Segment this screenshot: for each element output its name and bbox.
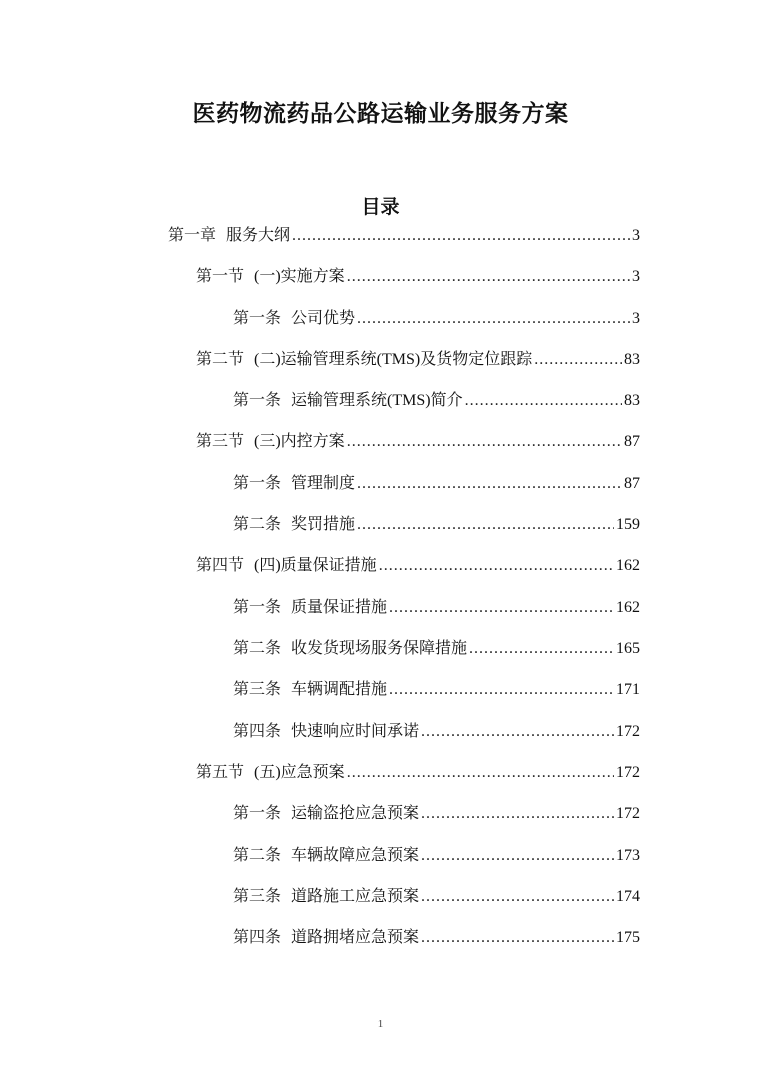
dot-leader [421, 888, 614, 906]
toc-entry-label: 快速响应时间承诺 [291, 723, 420, 740]
toc-entry-page: 159 [616, 516, 640, 533]
toc-entry-prefix: 第二条 [233, 516, 282, 533]
page-number: 1 [377, 1018, 384, 1030]
toc-entry[interactable] [233, 924, 640, 947]
toc-entry-page: 87 [624, 433, 640, 450]
toc-entry[interactable] [196, 428, 640, 451]
toc-entry[interactable] [196, 552, 640, 575]
dot-leader [421, 929, 614, 947]
toc-entry-page: 175 [616, 929, 640, 946]
toc-entry-page: 173 [616, 847, 640, 864]
toc-entry-page: 3 [632, 227, 640, 244]
toc-entry[interactable] [233, 842, 640, 865]
toc-heading: 目录 [361, 196, 400, 218]
toc-entry-label: 车辆故障应急预案 [291, 847, 420, 864]
toc-entry-page: 172 [616, 764, 640, 781]
toc-entry-label: (四)质量保证措施 [254, 557, 377, 574]
dot-leader [389, 599, 614, 617]
toc-entry-page: 174 [616, 888, 640, 905]
dot-leader [347, 764, 614, 782]
toc-entry-label: (三)内控方案 [254, 433, 345, 450]
toc-entry[interactable] [233, 594, 640, 617]
toc-entry-page: 172 [616, 723, 640, 740]
dot-leader [469, 640, 614, 658]
toc-entry[interactable] [233, 883, 640, 906]
dot-leader [534, 351, 622, 369]
toc-entry-prefix: 第四条 [233, 723, 282, 740]
dot-leader [347, 433, 622, 451]
toc-entry-label: (二)运输管理系统(TMS)及货物定位跟踪 [254, 351, 533, 368]
dot-leader [357, 310, 630, 328]
toc-entry-page: 3 [632, 310, 640, 327]
dot-leader [379, 557, 614, 575]
toc-entry-prefix: 第一条 [233, 392, 282, 409]
toc-entry[interactable] [233, 635, 640, 658]
toc-entry-prefix: 第三条 [233, 681, 282, 698]
toc-entry[interactable] [233, 387, 640, 410]
dot-leader [357, 475, 622, 493]
toc-entry-prefix: 第三条 [233, 888, 282, 905]
toc-entry[interactable] [233, 305, 640, 328]
toc-entry[interactable] [233, 470, 640, 493]
toc-entry-prefix: 第一条 [233, 475, 282, 492]
document-title: 医药物流药品公路运输业务服务方案 [192, 101, 569, 127]
toc-entry-label: 车辆调配措施 [291, 681, 388, 698]
toc-entry[interactable] [196, 346, 640, 369]
toc-entry-page: 3 [632, 268, 640, 285]
toc-entry[interactable] [233, 511, 640, 534]
dot-leader [357, 516, 614, 534]
toc-entry-label: 管理制度 [291, 475, 356, 492]
toc-entry[interactable] [196, 759, 640, 782]
toc-entry[interactable] [233, 718, 640, 741]
toc-entry-page: 165 [616, 640, 640, 657]
toc-entry-prefix: 第一条 [233, 599, 282, 616]
dot-leader [421, 805, 614, 823]
toc-entry-prefix: 第五节 [196, 764, 245, 781]
toc-entry-prefix: 第二条 [233, 640, 282, 657]
toc-entry-label: 运输盗抢应急预案 [291, 805, 420, 822]
toc-entry[interactable] [168, 222, 640, 245]
toc-entry-label: 奖罚措施 [291, 516, 356, 533]
toc-entry-page: 171 [616, 681, 640, 698]
toc-entry-prefix: 第一条 [233, 805, 282, 822]
toc-entry-prefix: 第四条 [233, 929, 282, 946]
toc-entry-page: 87 [624, 475, 640, 492]
dot-leader [421, 723, 614, 741]
dot-leader [347, 268, 630, 286]
toc-entry-prefix: 第三节 [196, 433, 245, 450]
toc-entry[interactable] [196, 263, 640, 286]
dot-leader [292, 227, 630, 245]
toc-entry-page: 162 [616, 599, 640, 616]
dot-leader [421, 847, 614, 865]
toc-entry-page: 172 [616, 805, 640, 822]
toc-entry-page: 162 [616, 557, 640, 574]
toc-entry-label: 质量保证措施 [291, 599, 388, 616]
toc-entry[interactable] [233, 800, 640, 823]
toc-entry-label: 运输管理系统(TMS)简介 [291, 392, 463, 409]
dot-leader [465, 392, 622, 410]
toc-entry-label: (一)实施方案 [254, 268, 345, 285]
toc-entry-label: 道路拥堵应急预案 [291, 929, 420, 946]
toc-entry-page: 83 [624, 351, 640, 368]
toc-entry-prefix: 第二节 [196, 351, 245, 368]
toc-entry-label: 收发货现场服务保障措施 [291, 640, 468, 657]
toc-entry[interactable] [233, 676, 640, 699]
toc-entry-prefix: 第一节 [196, 268, 245, 285]
toc-entry-label: 服务大纲 [226, 227, 291, 244]
toc-entry-prefix: 第四节 [196, 557, 245, 574]
toc-entry-label: 公司优势 [291, 310, 356, 327]
toc-entry-label: (五)应急预案 [254, 764, 345, 781]
toc-entry-prefix: 第一章 [168, 227, 217, 244]
toc-entry-prefix: 第二条 [233, 847, 282, 864]
toc-entry-page: 83 [624, 392, 640, 409]
dot-leader [389, 681, 614, 699]
toc-entry-prefix: 第一条 [233, 310, 282, 327]
toc-entry-label: 道路施工应急预案 [291, 888, 420, 905]
